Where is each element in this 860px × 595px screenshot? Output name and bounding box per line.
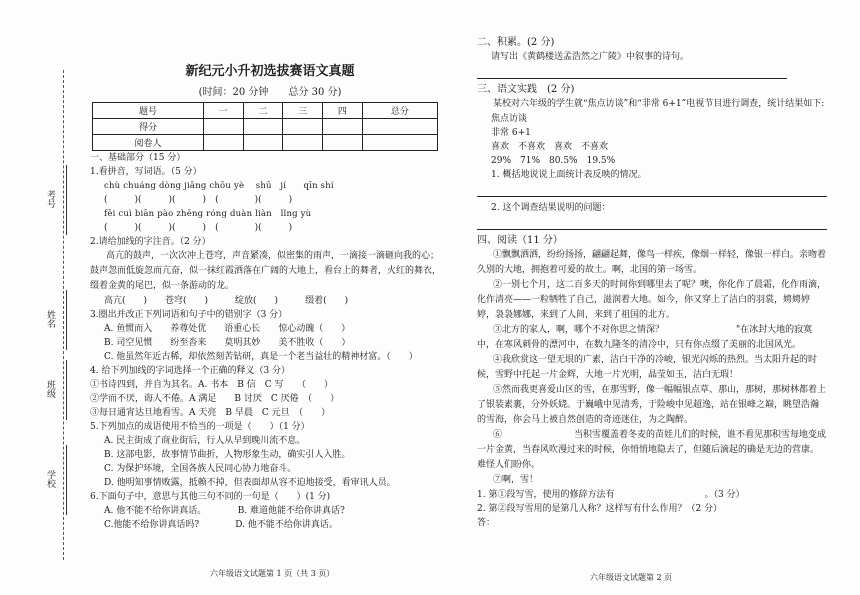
- question-5-option-d: D. 他明知事情败露，抵赖不掉，但表面却从容不迫地接受，看审讯人员。: [104, 478, 396, 488]
- score-row: [93, 119, 438, 135]
- answer-line[interactable]: [477, 217, 827, 230]
- score-header-cell: 四: [322, 103, 362, 119]
- question-2-passage: 高亢的鼓声，一次次冲上苍穹，声音紧凑，似密集的雨声，一滴接一滴砸向我的心；鼓声忽而低旋忽而亢奋，似一抹红霞洒落在广阔的大地上，看台上的舞者，火红的舞衣，缀着金黄的尾巴，似一条游动的龙。: [90, 251, 442, 291]
- reading-paragraph-1: ①飘飘洒洒，纷纷扬扬，翩翩起舞，像鸟一样疾，像烟一样轻，像银一样白。亲吻着久别的大地，拥抱着可爱的故土。啊，北国的第一场雪。: [477, 250, 827, 275]
- question-4: 4. 给下列加线的字词选择一个正确的释义（3 分）: [90, 366, 291, 376]
- score-cell[interactable]: [283, 119, 323, 135]
- pinyin-row-2: fēi cuì biān pào zhēng róng duàn liàn lǐng yù: [104, 209, 312, 219]
- grader-row: [93, 135, 438, 151]
- question-6: 6.下面句子中，意思与其他三句不同的一句是（ ）(1 分): [90, 492, 331, 502]
- survey-item-2: 非常 6+1: [491, 128, 531, 138]
- grader-row-label: 阅卷人: [93, 135, 204, 151]
- score-cell[interactable]: [362, 135, 437, 151]
- reading-question-2: 2. 第②段写雪用的是第几人称？这样写有什么作用？（2 分）: [477, 504, 723, 514]
- survey-options: 喜欢 不喜欢 喜欢 不喜欢: [491, 142, 609, 152]
- section-2-question: 请写出《黄鹤楼送孟浩然之广陵》中叙事的诗句。: [491, 52, 690, 62]
- question-6-options-ab: A. 他不能不给你讲真话。 B. 难道他能不给你讲真话?: [104, 506, 345, 516]
- reading-paragraph-7: ⑦啊，雪！: [493, 475, 539, 485]
- question-5: 5.下列加点的成语使用不恰当的一项是（ ）（1 分）: [90, 422, 310, 432]
- reading-paragraph-5: ⑤然而我更喜爱山区的雪，在那雪野，像一幅幅银点草、那山，那树，那树林都着上了银装素裹，分外妖娆。于巍峨中见清秀，于险峻中见超逸，站在银峰之巅，眺望浩瀚的雪海，你会马上被自然创造的奇迹迷住，为之陶醉。: [477, 385, 827, 425]
- section-2-heading: 二、积累。(2 分): [477, 37, 555, 48]
- school-label: 学校: [45, 470, 55, 488]
- score-cell[interactable]: [362, 119, 437, 135]
- section-3-passage: 某校对六年级的学生就“焦点访谈”和“非常 6+1”电视节目进行调查，统计结果如下:: [493, 99, 825, 109]
- reading-paragraph-3: ③北方的家人，啊，哪个不对你思之情深？ "在冰封大地的寂寞中，在寒风刺骨的漂河中，在数九隆冬的清冷中，只有你点缀了美丽的北国风光。: [477, 325, 813, 350]
- survey-percentages: 29% 71% 80.5% 19.5%: [491, 156, 616, 166]
- answer-line[interactable]: [477, 184, 827, 197]
- survey-item-1: 焦点访谈: [491, 114, 528, 124]
- answer-brackets-1: ( )( )( ) ( )( ): [104, 195, 293, 205]
- score-cell[interactable]: [322, 119, 362, 135]
- section-3-question-1: 1. 概括地说说上面统计表反映的情况。: [491, 170, 647, 180]
- reading-paragraph-2: ②一别七个月，这二百多天的时间你到哪里去了呢？噢，你化作了晨霜，化作雨滴，化作清亮——一粒牺牲了自己，滋润着大地。如今，你又穿上了洁白的羽裳，娉娉婷婷，袅袅娜娜，来到了人间，来到了祖国的北方。: [477, 280, 827, 320]
- left-column: [90, 58, 450, 532]
- class-label: 班级: [45, 380, 55, 398]
- question-3-option-a: A. 鱼惯而入 养尊处优 语重心长 惊心动魄（ ）: [104, 324, 351, 334]
- score-header-cell: 题号: [93, 103, 204, 119]
- class-blank: [66, 360, 75, 420]
- question-4-item-3: ③每日通宵达旦地看雪。A 天亮 B 早晨 C 元旦 （ ）: [90, 408, 331, 418]
- school-blank: [66, 445, 75, 515]
- score-table: [92, 102, 438, 151]
- section-4-heading: 四、阅读（11 分）: [477, 235, 563, 246]
- score-cell[interactable]: [243, 119, 283, 135]
- question-5-option-a: A. 民主街成了商业街后，行人从早到晚川流不息。: [104, 436, 306, 446]
- question-4-item-1: ①书诗四到，并自为其名。A. 书本 B 信 C 写 （ ）: [90, 380, 333, 390]
- pinyin-row-1: chù chuáng dòng jiāng chōu yè shū jí qīn shí: [104, 181, 334, 191]
- section-1-heading: 一、基础部分（15 分）: [90, 153, 186, 163]
- question-5-option-c: C. 为保护环境，全国各族人民同心协力地奋斗。: [104, 464, 297, 474]
- reading-paragraph-4: ④我欣赏这一望无垠的广素，洁白干净的冷峻，银光闪烁的热烈。当太阳升起的时候，雪野中托起一片金辉，大地一片光明，晶莹如玉，洁白无瑕！: [477, 355, 818, 380]
- score-cell[interactable]: [203, 135, 243, 151]
- reading-answer-prefix: 答：: [477, 518, 496, 528]
- question-4-item-2: ②学而不厌，诲人不倦。A 满足 B 讨厌 C 厌倦 （ ）: [90, 394, 340, 404]
- question-3-option-c: C. 他虽然年近古稀，却依然刻苦钻研，真是一个老当益壮的精神材富。（ ）: [104, 352, 418, 362]
- name-blank: [66, 290, 75, 350]
- question-3: 3.圈出并改正下列词语和句子中的错别字（3 分）: [90, 310, 288, 320]
- score-table-header: [93, 103, 438, 119]
- exam-no-blank: [66, 165, 75, 235]
- section-3-question-2: 2. 这个调查结果说明的问题：: [491, 203, 611, 213]
- right-column: [477, 36, 827, 530]
- score-cell[interactable]: [283, 135, 323, 151]
- question-3-option-b: B. 司空见惯 纷至沓来 莫明其妙 美不胜收（ ）: [104, 338, 351, 348]
- binding-line: [63, 70, 64, 560]
- score-header-cell: 一: [203, 103, 243, 119]
- question-6-options-cd: C.他能不给你讲真话吗? D. 他不能不给你讲真话。: [104, 520, 338, 530]
- exam-subtitle: (时间：20 分钟 总分 30 分): [198, 87, 342, 98]
- page-1-footer: 六年级语文试题第 1 页（共 3 页）: [210, 569, 335, 578]
- score-cell[interactable]: [243, 135, 283, 151]
- reading-paragraph-6: ⑥ 当积雪覆盖着冬麦的苗娃儿们的时候，谁不看见那积雪每地变成一片金黄，当春风吹漫过来的时候，你悄悄地隐去了，但随后滴起的确是无边的营康。难怪人们盼你。: [477, 430, 827, 470]
- score-header-cell: 二: [243, 103, 283, 119]
- answer-line[interactable]: [477, 66, 787, 79]
- section-3-heading: 三、语文实践 (2 分): [477, 84, 575, 95]
- page-2-footer: 六年级语文试题第 2 页: [590, 573, 673, 582]
- name-label: 姓名: [45, 310, 55, 328]
- question-2: 2.请给加线的字注音。（2 分）: [90, 237, 211, 247]
- question-1: 1.看拼音，写词语。（5 分）: [90, 167, 202, 177]
- exam-title: 新纪元小升初选拔赛语文真题: [185, 64, 355, 79]
- question-5-option-b: B. 这部电影，故事情节曲折，人物形象生动，确实引人入胜。: [104, 450, 351, 460]
- score-header-cell: 总分: [362, 103, 437, 119]
- question-2-words: 高亢( ) 苍穹( ) 绽放( ) 缀着( ): [104, 296, 349, 306]
- score-row-label: 得分: [93, 119, 204, 135]
- answer-brackets-2: ( )( )( ) ( )( ): [104, 223, 293, 233]
- exam-no-label: 考号: [45, 190, 55, 208]
- score-cell[interactable]: [203, 119, 243, 135]
- reading-question-1: 1. 第①段写雪，使用的修辞方法有 。（3 分）: [477, 490, 745, 500]
- score-header-cell: 三: [283, 103, 323, 119]
- score-cell[interactable]: [322, 135, 362, 151]
